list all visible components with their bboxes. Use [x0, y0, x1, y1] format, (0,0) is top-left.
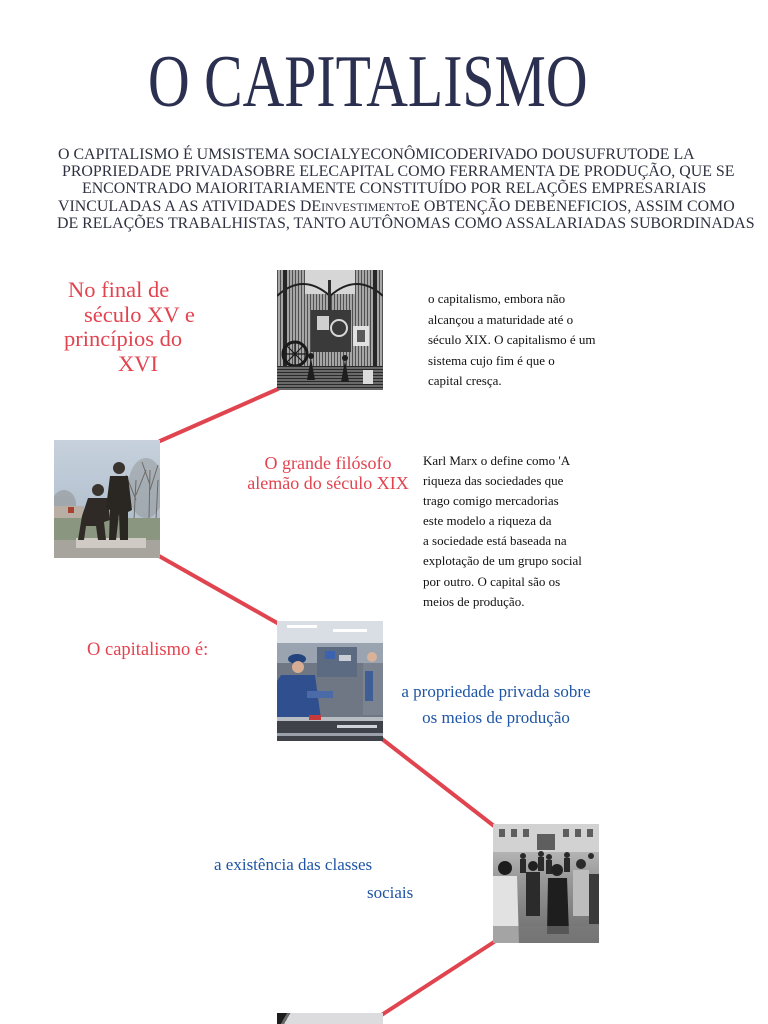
period-note-line: alcançou a maturidade até o [428, 311, 574, 327]
timeline-connector [159, 556, 279, 624]
period-heading-line: XVI [118, 350, 158, 376]
period-heading [0, 278, 260, 376]
period-note [428, 289, 596, 392]
philosopher-note-line: meios de produção. [423, 593, 525, 609]
philosopher-heading-line: alemão do século XIX [247, 473, 409, 493]
statue-photo [54, 440, 160, 558]
intro-line-4-end: E OBTENÇÃO DEBENEFICIOS, ASSIM COMO [410, 197, 735, 215]
definition-point-private-property [396, 679, 596, 731]
philosopher-note-line: explotação de um grupo social [423, 553, 582, 569]
intro-line-5: DE RELAÇÕES TRABALHISTAS, TANTO AUTÔNOMAS COMO ASSALARIADAS SUBORDINADAS [57, 214, 755, 232]
page-title: O CAPITALISMO [148, 41, 588, 123]
intro-line-4-small-caps: INVESTIMENTO [321, 199, 411, 214]
philosopher-note-line: a sociedade está baseada na [423, 533, 567, 549]
intro-line-1: O CAPITALISMO É UMSISTEMA SOCIALYECONÔMICODERIVADO DOUSUFRUTODE LA [58, 146, 695, 163]
definition-point-line: os meios de produção [422, 708, 570, 727]
intro-line-4 [0, 198, 768, 215]
timeline-connector [382, 739, 494, 826]
industrial-engraving-photo [277, 270, 383, 390]
philosopher-note [423, 451, 582, 612]
philosopher-heading-line: O grande filósofo [264, 453, 392, 473]
intro-paragraph [0, 146, 768, 232]
definition-point-social-classes-line: sociais [367, 883, 414, 902]
intro-line-2: PROPRIEDADE PRIVADASOBRE ELECAPITAL COMO FERRAMENTA DE PRODUÇÃO, QUE SE [62, 163, 735, 181]
intro-line-4-start: VINCULADAS A AS ATIVIDADES DE [58, 197, 322, 215]
philosopher-note-line: riqueza das sociedades que [423, 473, 564, 489]
definition-heading: O capitalismo é: [87, 640, 209, 660]
philosopher-heading [228, 453, 428, 493]
period-heading-line: princípios do [64, 326, 183, 351]
timeline-connector [380, 942, 494, 1016]
period-note-line: sistema cujo fim é que o [428, 352, 555, 368]
street-crowd-photo [493, 824, 599, 943]
partial-photo [277, 1013, 383, 1024]
philosopher-note-line: Karl Marx o define como 'A [423, 453, 571, 468]
definition-point-line: a propriedade privada sobre [401, 682, 591, 701]
philosopher-note-line: trago comigo mercadorias [423, 493, 559, 509]
period-heading-line: No final de [68, 277, 170, 302]
timeline-connector [160, 389, 278, 441]
factory-workers-photo [277, 621, 383, 741]
philosopher-note-line: este modelo a riqueza da [423, 513, 552, 529]
period-heading-line: século XV e [84, 301, 195, 327]
period-note-line: capital cresça. [428, 373, 502, 388]
intro-line-3: ENCONTRADO MAIORITARIAMENTE CONSTITUÍDO POR RELAÇÕES EMPRESARIAIS [82, 180, 707, 198]
period-note-line: século XIX. O capitalismo é um [428, 332, 596, 347]
definition-point-social-classes-line: a existência das classes [214, 855, 373, 874]
philosopher-note-line: por outro. O capital são os [423, 573, 561, 589]
period-note-line: o capitalismo, embora não [428, 291, 566, 306]
